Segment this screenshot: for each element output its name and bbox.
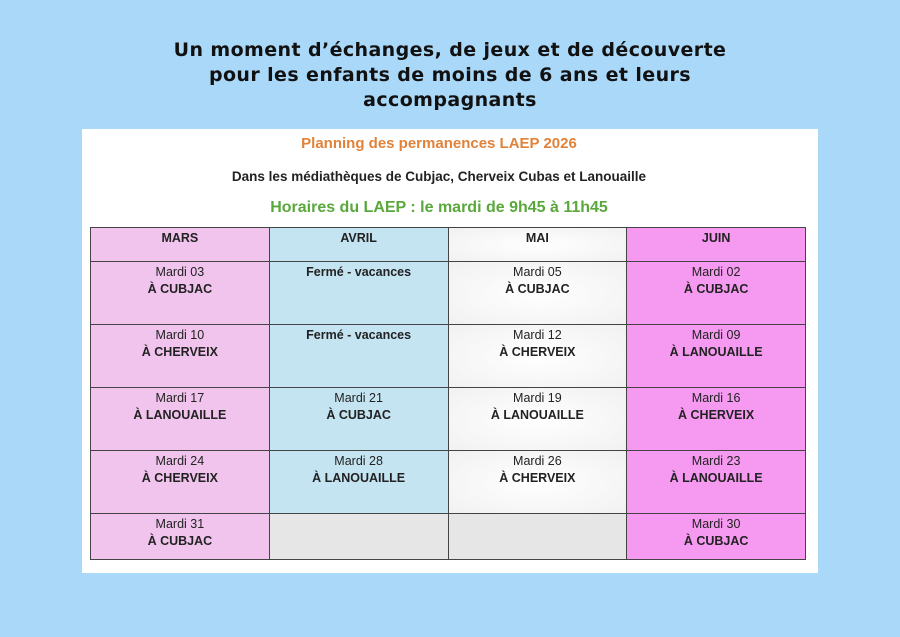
slot-day: Mardi 28 [334,454,383,468]
table-row [91,451,806,514]
slot-place: À CHERVEIX [499,471,576,485]
slot-day: Mardi 24 [155,454,205,468]
slot-day: Mardi 19 [513,391,562,405]
slot-place: À CHERVEIX [499,345,576,359]
cell-mai [448,388,627,451]
card-hours: Horaires du LAEP : le mardi de 9h45 à 11h45 [270,199,608,216]
cell-mars [91,514,270,560]
cell-avril [269,262,448,325]
slot-place: À LANOUAILLE [490,408,584,422]
slot-place: À LANOUAILLE [669,471,763,485]
cell-juin [627,262,806,325]
cell-mars [91,262,270,325]
slot-day: Mardi 30 [691,517,741,531]
header-mars: MARS [91,228,270,262]
cell-juin [627,325,806,388]
cell-empty [448,514,627,560]
headline-line-3: accompagnants [363,89,537,111]
planning-card [82,129,818,573]
slot-place: À CHERVEIX [141,471,218,485]
slot-place: À CHERVEIX [141,345,218,359]
slot-day: Mardi 21 [334,391,383,405]
table-row [91,388,806,451]
planning-table [90,227,806,560]
cell-avril [269,325,448,388]
slot-day: Mardi 12 [513,328,562,342]
header-row [91,228,806,262]
header-juin: JUIN [627,228,806,262]
card-title: Planning des permanences LAEP 2026 [301,135,577,152]
slot-place: À CUBJAC [683,282,749,296]
slot-place: À CUBJAC [505,282,570,296]
slot-day: Mardi 03 [155,265,205,279]
cell-mars [91,388,270,451]
slot-day: Mardi 09 [691,328,741,342]
table-row [91,514,806,560]
slot-place: À CUBJAC [683,534,749,548]
cell-juin [627,451,806,514]
slot-place: À CUBJAC [326,408,391,422]
slot-day: Mardi 10 [155,328,205,342]
slot-day: Mardi 05 [513,265,562,279]
slot-place: À CUBJAC [147,534,213,548]
slot-closed: Fermé - vacances [306,328,412,342]
cell-mai [448,262,627,325]
header-avril: AVRIL [269,228,448,262]
slot-place: À LANOUAILLE [312,471,406,485]
cell-mai [448,325,627,388]
slot-closed: Fermé - vacances [306,265,412,279]
cell-empty [269,514,448,560]
cell-mars [91,325,270,388]
headline [0,38,900,113]
table-row [91,325,806,388]
slot-day: Mardi 02 [691,265,741,279]
cell-juin [627,514,806,560]
cell-juin [627,388,806,451]
slot-day: Mardi 23 [691,454,741,468]
slot-place: À LANOUAILLE [133,408,227,422]
slot-place: À CHERVEIX [678,408,755,422]
slot-place: À LANOUAILLE [669,345,763,359]
cell-avril [269,388,448,451]
slot-day: Mardi 17 [155,391,205,405]
cell-avril [269,451,448,514]
slot-day: Mardi 16 [691,391,741,405]
slot-day: Mardi 31 [155,517,205,531]
cell-mai [448,451,627,514]
card-subtitle: Dans les médiathèques de Cubjac, Cherveix Cubas et Lanouaille [231,169,647,184]
slot-day: Mardi 26 [513,454,562,468]
cell-mars [91,451,270,514]
headline-line-2: pour les enfants de moins de 6 ans et leurs [208,64,692,86]
headline-line-1: Un moment d’échanges, de jeux et de découverte [173,39,727,61]
slot-place: À CUBJAC [147,282,213,296]
header-mai: MAI [448,228,627,262]
table-row [91,262,806,325]
